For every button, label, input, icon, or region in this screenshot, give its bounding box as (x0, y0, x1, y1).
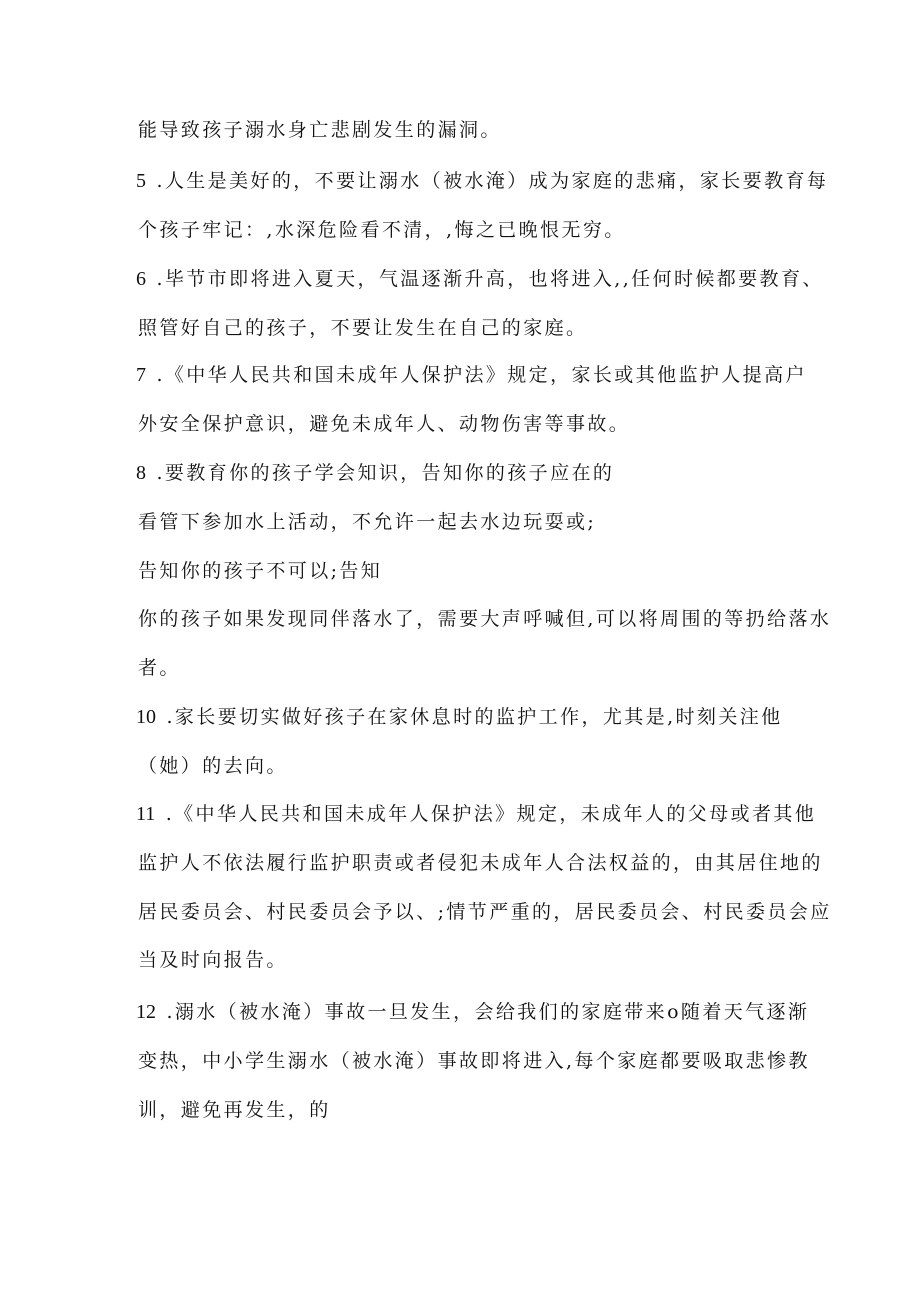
text-line: 外安全保护意识，避免未成年人、动物伤害等事故。 (138, 413, 631, 435)
text-line: 训，避免再发生，的 (138, 1099, 331, 1121)
text-line: 12 .溺水（被水淹）事故一旦发生，会给我们的家庭带来o随着天气逐渐 (136, 1001, 810, 1023)
text-line: 8 .要教育你的孩子学会知识，告知你的孩子应在的 (136, 462, 615, 484)
text-line: 监护人不依法履行监护职责或者侵犯未成年人合法权益的，由其居住地的 (138, 852, 823, 874)
text-line: 你的孩子如果发现同伴落水了，需要大声呼喊但,可以将周围的等扔给落水 (138, 608, 832, 630)
text-line: 能导致孩子溺水身亡悲剧发生的漏洞。 (138, 119, 502, 141)
text-line: 个孩子牢记：,水深危险看不清，,悔之已晚恨无穷。 (138, 219, 626, 241)
text-line: 6 .毕节市即将进入夏天，气温逐渐升高，也将进入,,任何时候都要教育、 (136, 268, 824, 290)
text-line: 7 .《中华人民共和国未成年人保护法》规定，家长或其他监护人提高户 (136, 364, 807, 386)
text-line: （她）的去向。 (138, 755, 288, 777)
text-line: 变热，中小学生溺水（被水淹）事故即将进入,每个家庭都要吸取悲惨教 (138, 1050, 810, 1072)
text-line: 居民委员会、村民委员会予以、;情节严重的，居民委员会、村民委员会应 (138, 901, 832, 923)
text-line: 10 .家长要切实做好孩子在家休息时的监护工作，尤其是,时刻关注他 (136, 706, 783, 728)
text-line: 当及时向报告。 (138, 949, 288, 971)
text-line: 看管下参加水上活动，不允许一起去水边玩耍或; (138, 511, 597, 533)
text-line: 照管好自己的孩子，不要让发生在自己的家庭。 (138, 317, 588, 339)
text-line: 11 .《中华人民共和国未成年人保护法》规定，未成年人的父母或者其他 (136, 803, 817, 825)
text-line: 5 .人生是美好的，不要让溺水（被水淹）成为家庭的悲痛，家长要教育每 (136, 170, 829, 192)
text-line: 告知你的孩子不可以;告知 (138, 560, 383, 582)
text-line: 者。 (138, 657, 181, 679)
